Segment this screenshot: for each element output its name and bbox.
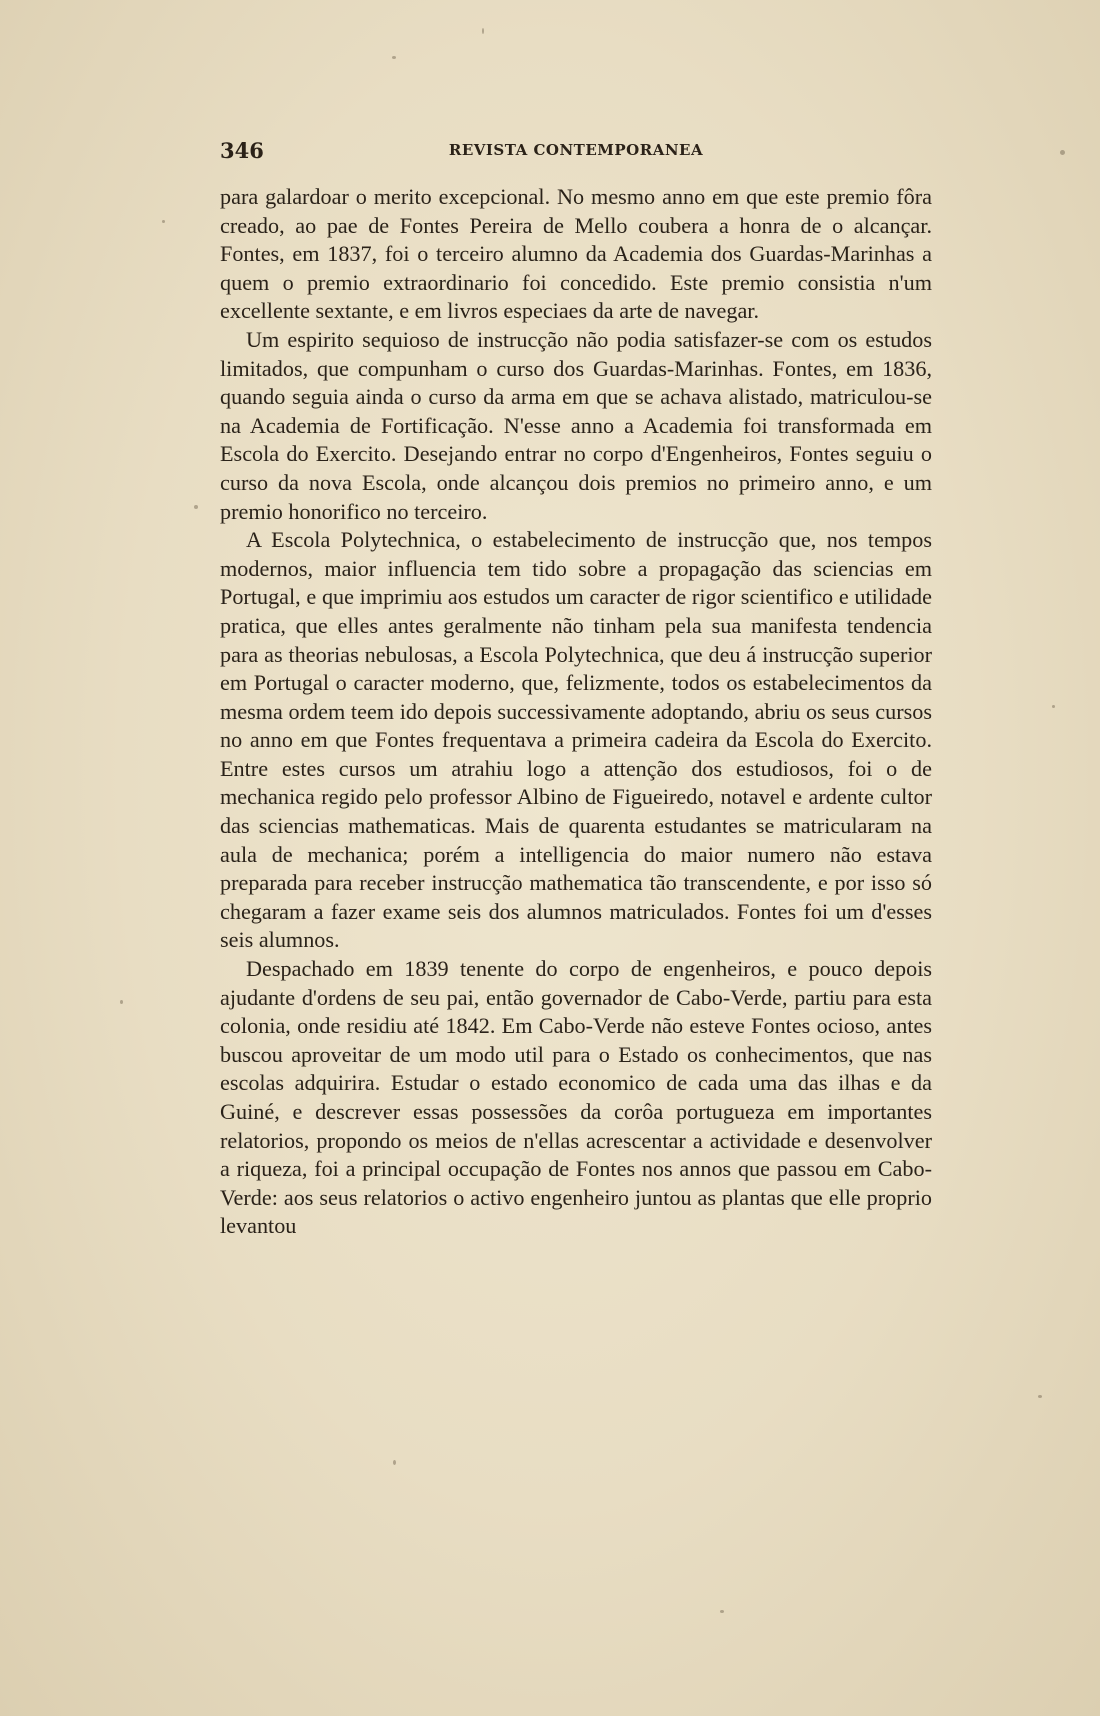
paragraph-1: para galardoar o merito excepcional. No mesmo anno em que este premio fôra creado, ao pae de Fontes Pereira de Mello coubera a honra de o alcançar. Fontes, em 1837, foi o terceiro alumno da Academia dos Guardas-Marinhas a quem o premio extraordinario foi concedido. Este premio consistia n'um excellente sextante, e em livros especiaes da arte de navegar. [220,184,932,324]
page-number: 346 [220,138,264,163]
paper-speck [1052,705,1055,708]
paper-speck [1060,150,1065,155]
paper-speck [393,1460,396,1465]
paper-speck [482,28,484,34]
page-header [220,138,932,166]
paper-speck [194,505,198,509]
paragraph-4: Despachado em 1839 tenente do corpo de engenheiros, e pouco depois ajudante d'ordens de seu pai, então governador de Cabo-Verde, partiu para esta colonia, onde residiu até 1842. Em Cabo-Verde não esteve Fontes ocioso, antes buscou aproveitar de um modo util para o Estado os conhecimentos, que nas escolas adquirira. Estudar o estado economico de cada uma das ilhas e da Guiné, e descrever essas possessões da corôa portugueza em importantes relatorios, propondo os meios de n'ellas acrescentar a actividade e desenvolver a riqueza, foi a principal occupação de Fontes nos annos que passou em Cabo-Verde: aos seus relatorios o activo engenheiro juntou as plantas que elle proprio levantou [220,956,932,1239]
paper-speck [720,1610,724,1613]
paper-speck [120,1000,123,1004]
body-text [220,183,932,1241]
paper-speck [392,56,396,59]
paper-speck [1038,1395,1042,1398]
running-title: REVISTA CONTEMPORANEA [448,141,704,159]
paragraph-3: A Escola Polytechnica, o estabelecimento de instrucção que, nos tempos modernos, maior influencia tem tido sobre a propagação das sciencias em Portugal, e que imprimiu aos estudos um caracter de rigor scientifico e utilidade pratica, que elles antes geralmente não tinham pela sua manifesta tendencia para as theorias nebulosas, a Escola Polytechnica, que deu á instrucção superior em Portugal o caracter moderno, que, felizmente, todos os estabelecimentos da mesma ordem teem ido depois successivamente adoptando, abriu os seus cursos no anno em que Fontes frequentava a primeira cadeira da Escola do Exercito. Entre estes cursos um atrahiu logo a attenção dos estudiosos, foi o de mechanica regido pelo professor Albino de Figueiredo, notavel e ardente cultor das sciencias mathematicas. Mais de quarenta estudantes se matricularam na aula de mechanica; porém a intelligencia do maior numero não estava preparada para receber instrucção mathematica tão transcendente, e por isso só chegaram a fazer exame seis dos alumnos matriculados. Fontes foi um d'esses seis alumnos. [220,527,932,953]
paragraph-2: Um espirito sequioso de instrucção não podia satisfazer-se com os estudos limitados, que compunham o curso dos Guardas-Marinhas. Fontes, em 1836, quando seguia ainda o curso da arma em que se achava alistado, matriculou-se na Academia de Fortificação. N'esse anno a Academia foi transformada em Escola do Exercito. Desejando entrar no corpo d'Engenheiros, Fontes seguiu o curso da nova Escola, onde alcançou dois premios no primeiro anno, e um premio honorifico no terceiro. [220,326,932,524]
paper-speck [162,220,165,223]
